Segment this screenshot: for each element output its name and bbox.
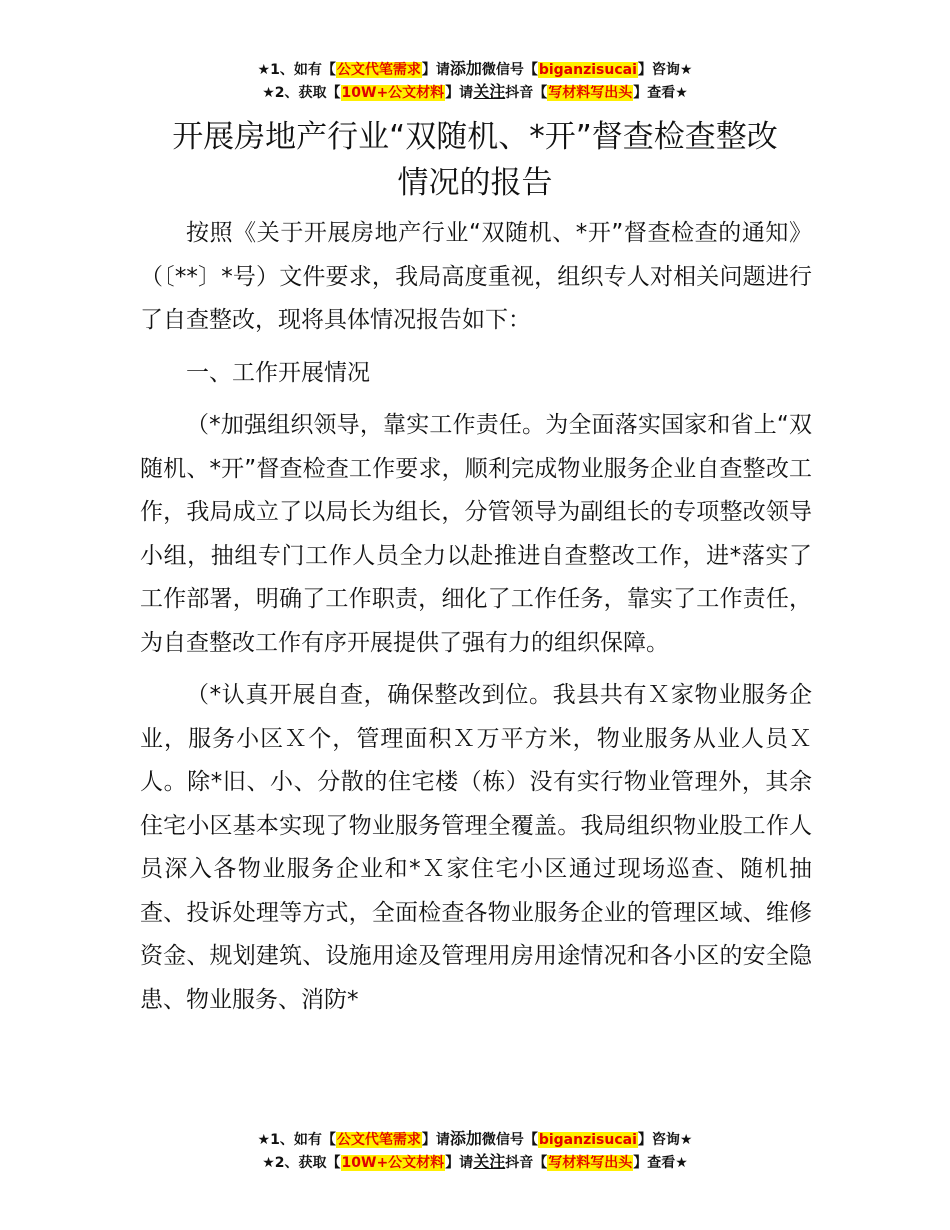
document-title: [120, 114, 830, 206]
banner-text: 】请: [445, 85, 474, 101]
section-heading: 一、工作开展情况: [186, 359, 370, 386]
intro-paragraph: 按照《关于开展房地产行业“双随机、*开”督查检查的通知》（〔**〕*号）文件要求，我局高度重视，组织专人对相关问题进行了自查整改，现将具体情况报告如下：: [140, 220, 812, 333]
banner-text: 【: [321, 1132, 336, 1148]
banner-text: 】查看★: [633, 85, 688, 101]
highlight-wechat-id: biganzisucai: [538, 1132, 637, 1148]
banner-text: ★1、如有: [257, 62, 322, 78]
banner-emphasis-add: 添加: [449, 1129, 482, 1148]
banner-text: 抖音【: [505, 1155, 548, 1171]
highlight-wechat-id: biganzisucai: [538, 62, 637, 78]
banner-text: ★2、获取【: [262, 1155, 341, 1171]
document-body: [140, 212, 812, 1031]
highlight-materials: 10W+公文材料: [341, 85, 445, 101]
footer-banner: [0, 1128, 950, 1174]
banner-emphasis-follow: 关注: [473, 1152, 506, 1171]
highlight-ghostwriting: 公文代笔需求: [336, 62, 421, 78]
body-paragraph-1: （*加强组织领导，靠实工作责任。为全面落实国家和省上“双随机、*开”督查检查工作要求，顺利完成物业服务企业自查整改工作，我局成立了以局长为组长，分管领导为副组长的专项整改领导小组，抽组专门工作人员全力以赴推进自查整改工作，进*落实了工作部署，明确了工作职责，细化了工作任务，靠实了工作责任，为自查整改工作有序开展提供了强有力的组织保障。: [140, 412, 812, 656]
header-banner: [0, 58, 950, 104]
banner-text: 抖音【: [505, 85, 548, 101]
banner-text: ★2、获取【: [262, 85, 341, 101]
banner-text: 微信号【: [481, 1132, 538, 1148]
banner-text: 】请: [421, 1132, 450, 1148]
banner-line-2: [0, 1151, 950, 1174]
banner-text: 】请: [421, 62, 450, 78]
banner-text: 】咨询★: [637, 1132, 693, 1148]
title-line-2: 情况的报告: [397, 165, 553, 201]
banner-line-2: [0, 81, 950, 104]
highlight-douyin-account: 写材料写出头: [548, 1155, 633, 1171]
banner-text: 微信号【: [481, 62, 538, 78]
highlight-ghostwriting: 公文代笔需求: [336, 1132, 421, 1148]
highlight-materials: 10W+公文材料: [341, 1155, 445, 1171]
banner-line-1: [0, 58, 950, 81]
banner-line-1: [0, 1128, 950, 1151]
highlight-douyin-account: 写材料写出头: [548, 85, 633, 101]
banner-text: 】请: [445, 1155, 474, 1171]
banner-emphasis-add: 添加: [449, 59, 482, 78]
banner-emphasis-follow: 关注: [473, 82, 506, 101]
banner-text: ★1、如有: [257, 1132, 322, 1148]
banner-text: 】咨询★: [637, 62, 693, 78]
title-line-1: 开展房地产行业“双随机、*开”督查检查整改: [172, 119, 778, 155]
body-paragraph-2: （*认真开展自查，确保整改到位。我县共有Ｘ家物业服务企业，服务小区Ｘ个，管理面积Ｘ万平方米，物业服务从业人员Ｘ人。除*旧、小、分散的住宅楼（栋）没有实行物业管理外，其余住宅小区基本实现了物业服务管理全覆盖。我局组织物业股工作人员深入各物业服务企业和*Ｘ家住宅小区通过现场巡查、随机抽查、投诉处理等方式，全面检查各物业服务企业的管理区域、维修资金、规划建筑、设施用途及管理用房用途情况和各小区的安全隐患、物业服务、消防*: [140, 682, 812, 1013]
banner-text: 】查看★: [633, 1155, 688, 1171]
banner-text: 【: [321, 62, 336, 78]
